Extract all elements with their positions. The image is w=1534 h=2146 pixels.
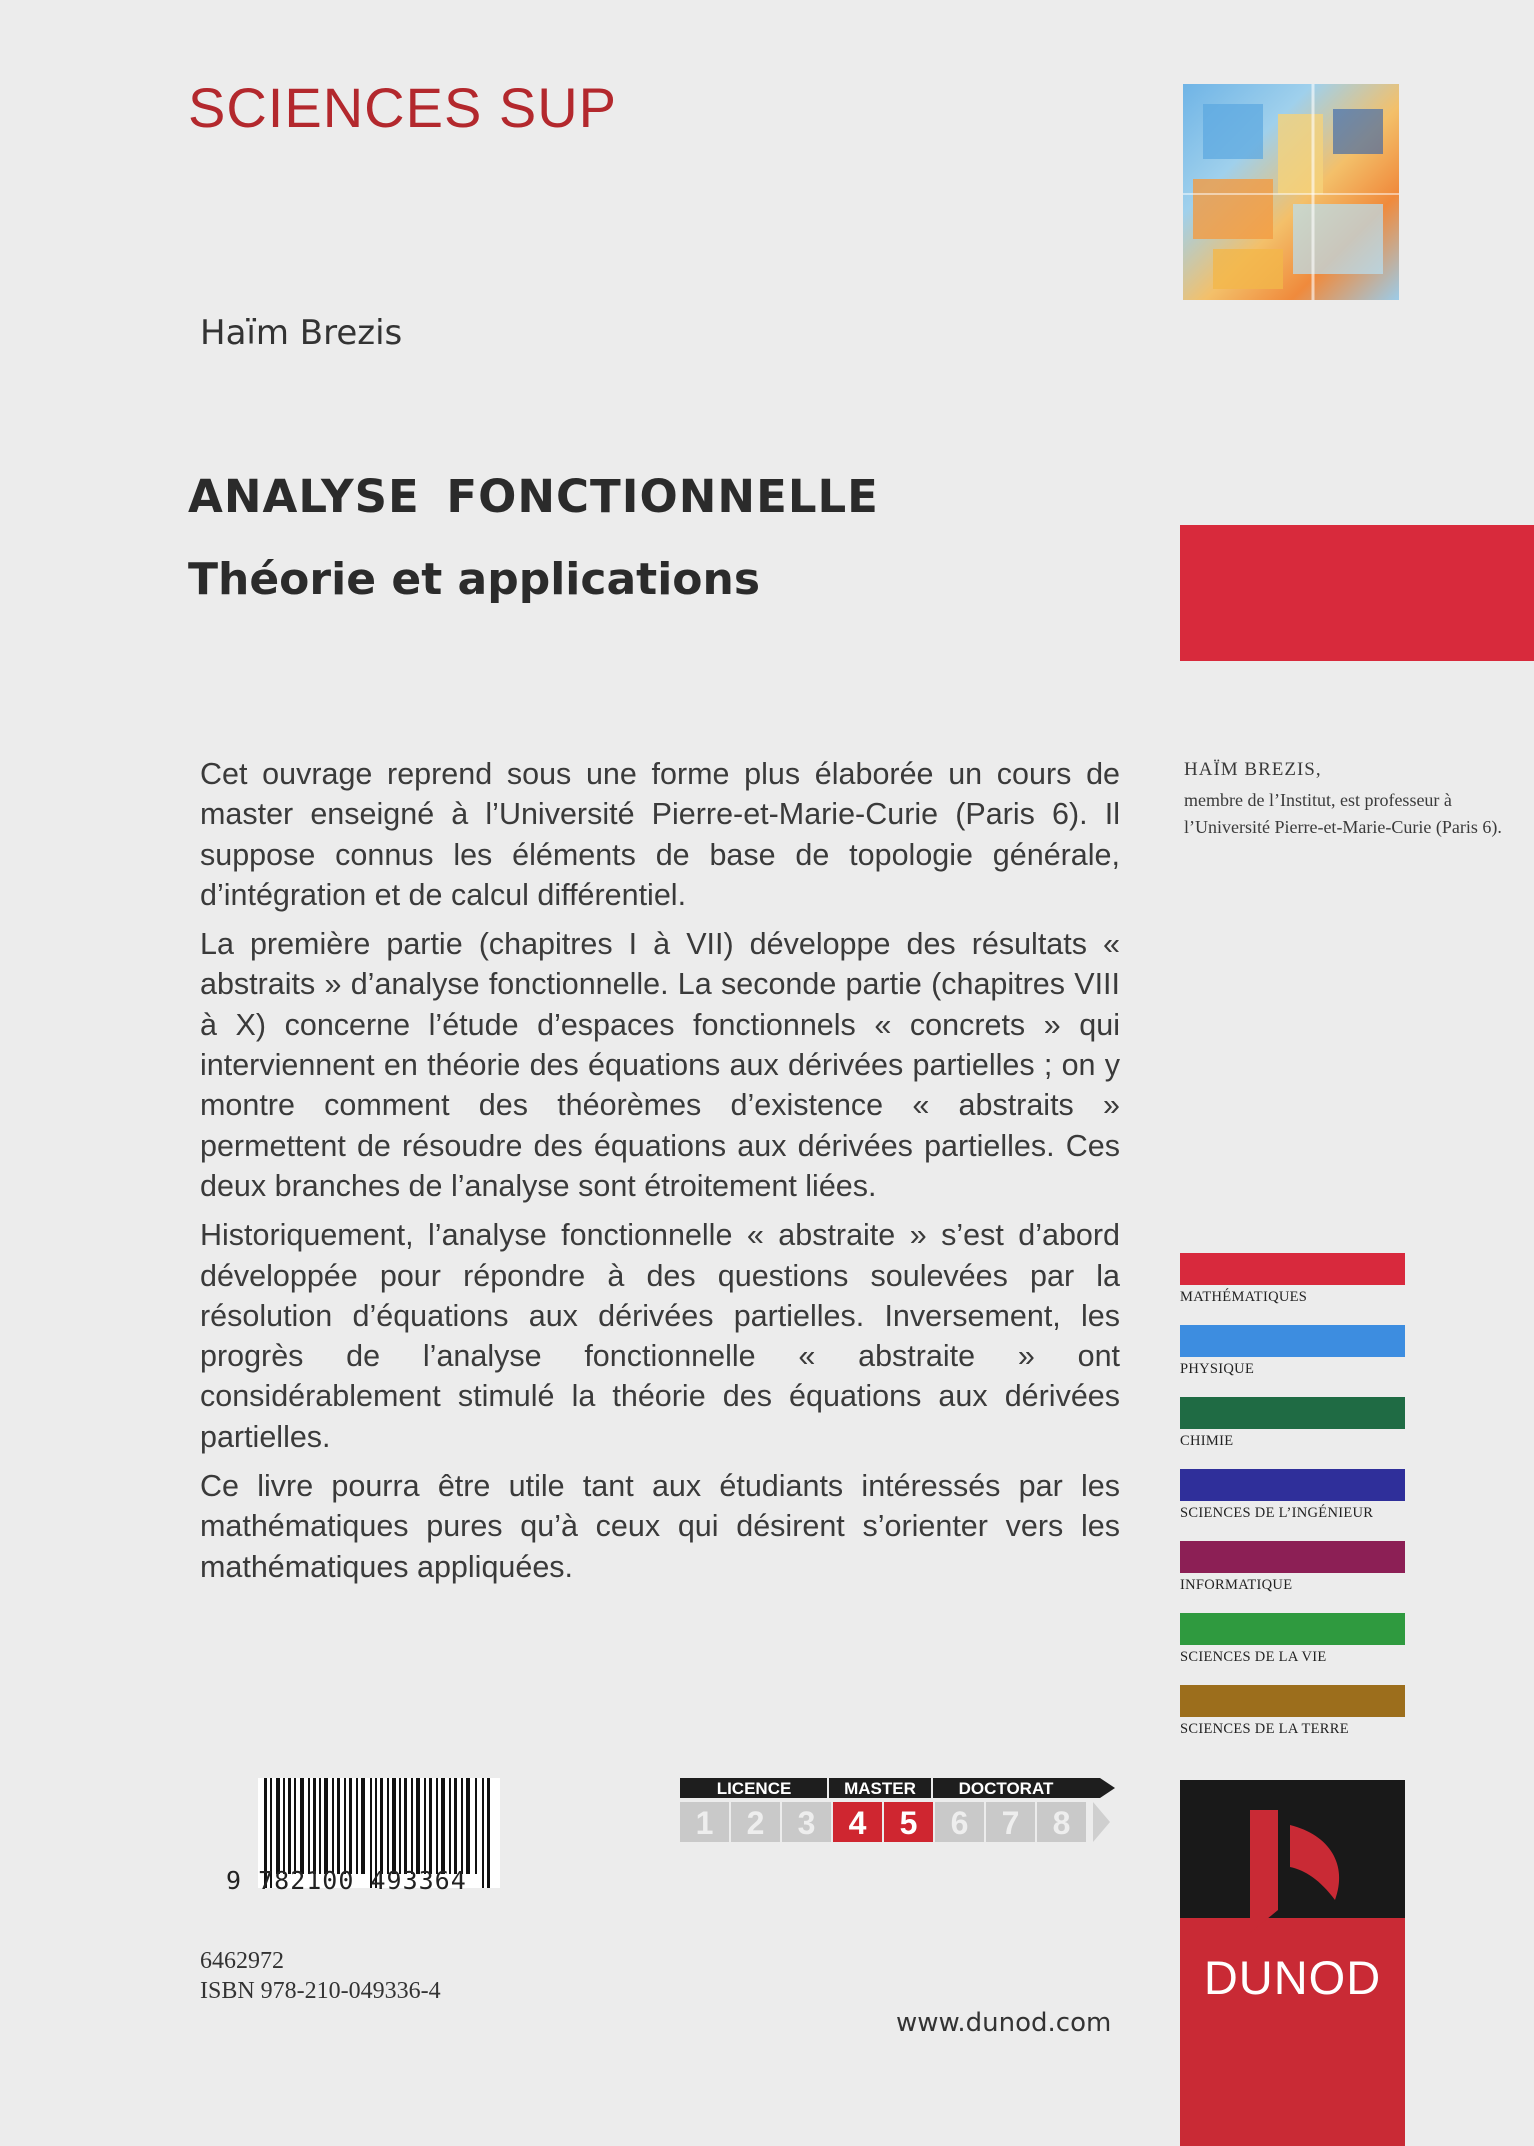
category-sciences-vie	[1180, 1613, 1405, 1666]
category-label: SCIENCES DE LA TERRE	[1180, 1721, 1349, 1737]
level-number: 8	[1052, 1805, 1071, 1841]
category-bar	[1180, 1469, 1405, 1501]
author-bio-text: membre de l’Institut, est professeur à l’Université Pierre-et-Marie-Curie (Paris 6).	[1184, 790, 1502, 837]
author-name: Haïm Brezis	[200, 313, 403, 353]
category-bar	[1180, 1325, 1405, 1357]
category-bar	[1180, 1397, 1405, 1429]
product-codes	[200, 1946, 441, 2006]
category-informatique	[1180, 1541, 1405, 1594]
level-number: 7	[1001, 1805, 1020, 1841]
level-number: 5	[899, 1805, 918, 1841]
level-strip	[680, 1778, 1115, 1848]
category-label: SCIENCES DE L’INGÉNIEUR	[1180, 1505, 1374, 1521]
isbn: ISBN 978-210-049336-4	[200, 1978, 441, 2004]
level-number: 3	[797, 1805, 816, 1841]
book-subtitle: Théorie et applications	[188, 554, 761, 605]
category-bar	[1180, 1613, 1405, 1645]
level-group-doctorat: DOCTORAT	[958, 1779, 1054, 1798]
category-label: CHIMIE	[1180, 1433, 1234, 1449]
category-chimie	[1180, 1397, 1405, 1450]
category-bar	[1180, 1541, 1405, 1573]
level-number: 6	[950, 1805, 969, 1841]
publisher-logo	[1180, 1780, 1405, 2146]
level-number: 4	[848, 1805, 867, 1841]
level-group-licence: LICENCE	[716, 1779, 792, 1798]
red-band	[1180, 525, 1534, 661]
blurb-paragraph: Cet ouvrage reprend sous une forme plus élaborée un cours de master enseigné à l’Université Pierre-et-Marie-Curie (Paris 6). Il suppose connus les éléments de base de topologie générale, d’intégration et de calcul différentiel.	[200, 757, 1120, 912]
blurb-paragraph: Ce livre pourra être utile tant aux étudiants intéressés par les mathématiques pures qu’à ceux qui désirent s’orienter vers les mathématiques appliquées.	[200, 1469, 1120, 1584]
cover-thumbnail	[1183, 84, 1399, 300]
publisher-name: DUNOD	[1203, 1951, 1382, 2004]
category-physique	[1180, 1325, 1405, 1378]
barcode-digits: 9 782100 493364	[226, 1866, 467, 1895]
category-sciences-ingenieur	[1180, 1469, 1405, 1522]
category-bar	[1180, 1685, 1405, 1717]
category-label: PHYSIQUE	[1180, 1361, 1255, 1377]
series-title: SCIENCES SUP	[188, 76, 617, 139]
category-label: INFORMATIQUE	[1180, 1577, 1293, 1593]
level-number: 1	[695, 1805, 714, 1841]
category-label: MATHÉMATIQUES	[1180, 1289, 1308, 1305]
author-bio-name: HAÏM BREZIS,	[1184, 759, 1322, 780]
book-title: ANALYSE FONCTIONNELLE	[188, 470, 879, 523]
blurb-paragraph: Historiquement, l’analyse fonctionnelle « abstraite » s’est d’abord développée pour répondre à des questions soulevées par la résolution d’équations aux dérivées partielles. Inversement, les progrès de l’analyse fonctionnelle « abstraite » ont considérablement stimulé la théorie des équations aux dérivées partielles.	[200, 1218, 1120, 1454]
website-link[interactable]: www.dunod.com	[896, 2008, 1112, 2038]
level-group-master: MASTER	[844, 1779, 916, 1798]
blurb	[200, 754, 1120, 1596]
category-sciences-terre	[1180, 1685, 1405, 1738]
category-mathematiques	[1180, 1253, 1405, 1306]
category-label: SCIENCES DE LA VIE	[1180, 1649, 1327, 1665]
blurb-paragraph: La première partie (chapitres I à VII) développe des résultats « abstraits » d’analyse fonctionnelle. La seconde partie (chapitres VIII à X) concerne l’étude d’espaces fonctionnels « concrets » qui interviennent en théorie des équations aux dérivées partielles ; on y montre comment des théorèmes d’existence « abstraits » permettent de résoudre des équations aux dérivées partielles. Ces deux branches de l’analyse sont étroitement liées.	[200, 927, 1120, 1203]
level-number: 2	[746, 1805, 765, 1841]
author-bio	[1184, 756, 1514, 841]
publisher-leaf-icon	[1240, 1805, 1350, 1935]
category-bar	[1180, 1253, 1405, 1285]
product-code: 6462972	[200, 1948, 284, 1974]
